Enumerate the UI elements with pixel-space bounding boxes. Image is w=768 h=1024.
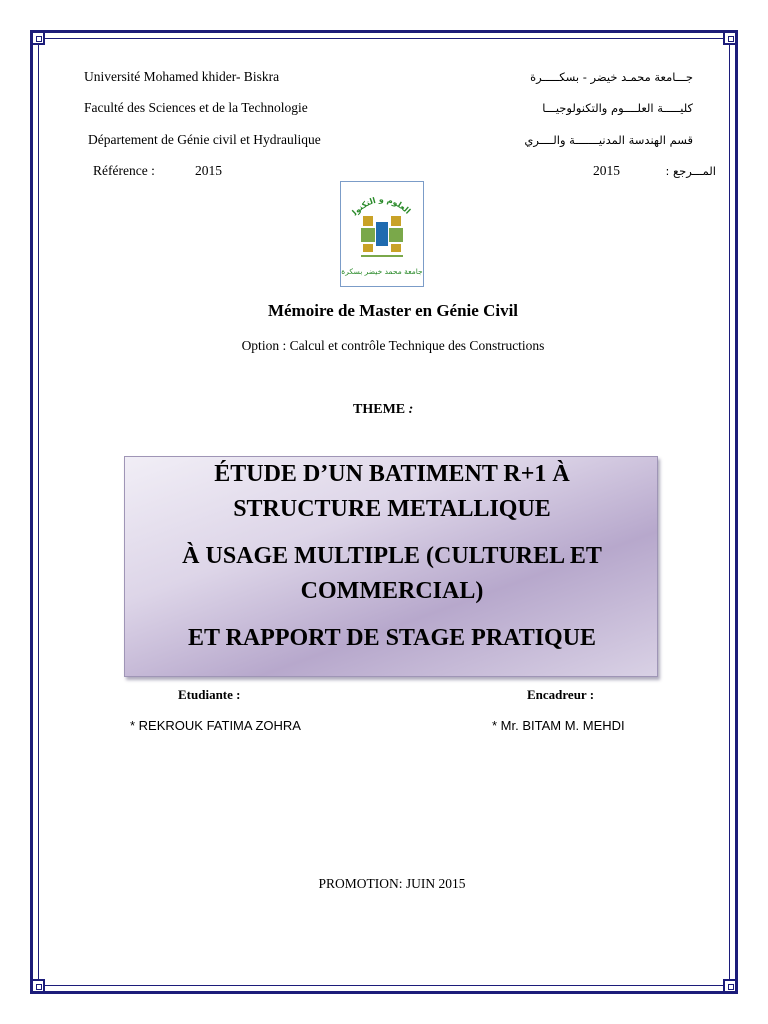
thesis-title-line-5: ET RAPPORT DE STAGE PRATIQUE <box>187 625 597 651</box>
thesis-title-line-1: ÉTUDE D’UN BATIMENT R+1 À <box>214 461 570 487</box>
department-name-fr: Département de Génie civil et Hydraulique <box>88 132 321 147</box>
reference-label-fr: Référence : <box>93 163 155 178</box>
reference-label-ar: المـــرجع : <box>665 164 716 178</box>
svg-text:كلية العلوم و التكنولوجيا: العلوم و التكنول <box>350 194 413 218</box>
department-name-ar: قسم الهندسة المدنيـــــــة والــــري <box>524 133 693 147</box>
border-corner-bottom-right <box>723 979 737 993</box>
thesis-title-line-3: À USAGE MULTIPLE (CULTUREL ET <box>182 543 602 569</box>
faculty-name-ar: كليـــــة العلــــوم والتكنولوجيـــا <box>542 101 693 115</box>
university-logo <box>340 181 424 287</box>
option-subtitle: Option : Calcul et contrôle Technique des Constructions <box>241 338 545 353</box>
svg-text:جامعة محمد خيضر بسكرة: جامعة محمد خيضر بسكرة <box>341 267 423 276</box>
thesis-title-line-4: COMMERCIAL) <box>300 578 484 604</box>
university-logo-emblem-icon <box>341 182 423 286</box>
border-corner-bottom-left <box>31 979 45 993</box>
student-name: * REKROUK FATIMA ZOHRA <box>130 718 301 733</box>
student-label: Etudiante : <box>178 687 241 702</box>
border-corner-top-left <box>31 31 45 45</box>
supervisor-label: Encadreur : <box>527 687 595 702</box>
university-name-ar: جـــامعة محمـد خيضر - بسكـــــرة <box>530 70 693 84</box>
supervisor-name: * Mr. BITAM M. MEHDI <box>492 718 625 733</box>
theme-colon: : <box>408 402 414 417</box>
promotion-text: PROMOTION: JUIN 2015 <box>318 876 466 891</box>
university-name-fr: Université Mohamed khider- Biskra <box>84 69 280 84</box>
faculty-name-fr: Faculté des Sciences et de la Technologie <box>84 100 308 115</box>
thesis-title-box <box>124 456 658 677</box>
border-corner-top-right <box>723 31 737 45</box>
memoire-title: Mémoire de Master en Génie Civil <box>267 301 519 320</box>
theme-heading <box>353 402 413 418</box>
theme-label: THEME <box>353 402 406 417</box>
thesis-title-line-2: STRUCTURE METALLIQUE <box>233 496 551 522</box>
reference-year-fr: 2015 <box>195 163 222 178</box>
reference-year-ar: 2015 <box>593 163 620 178</box>
